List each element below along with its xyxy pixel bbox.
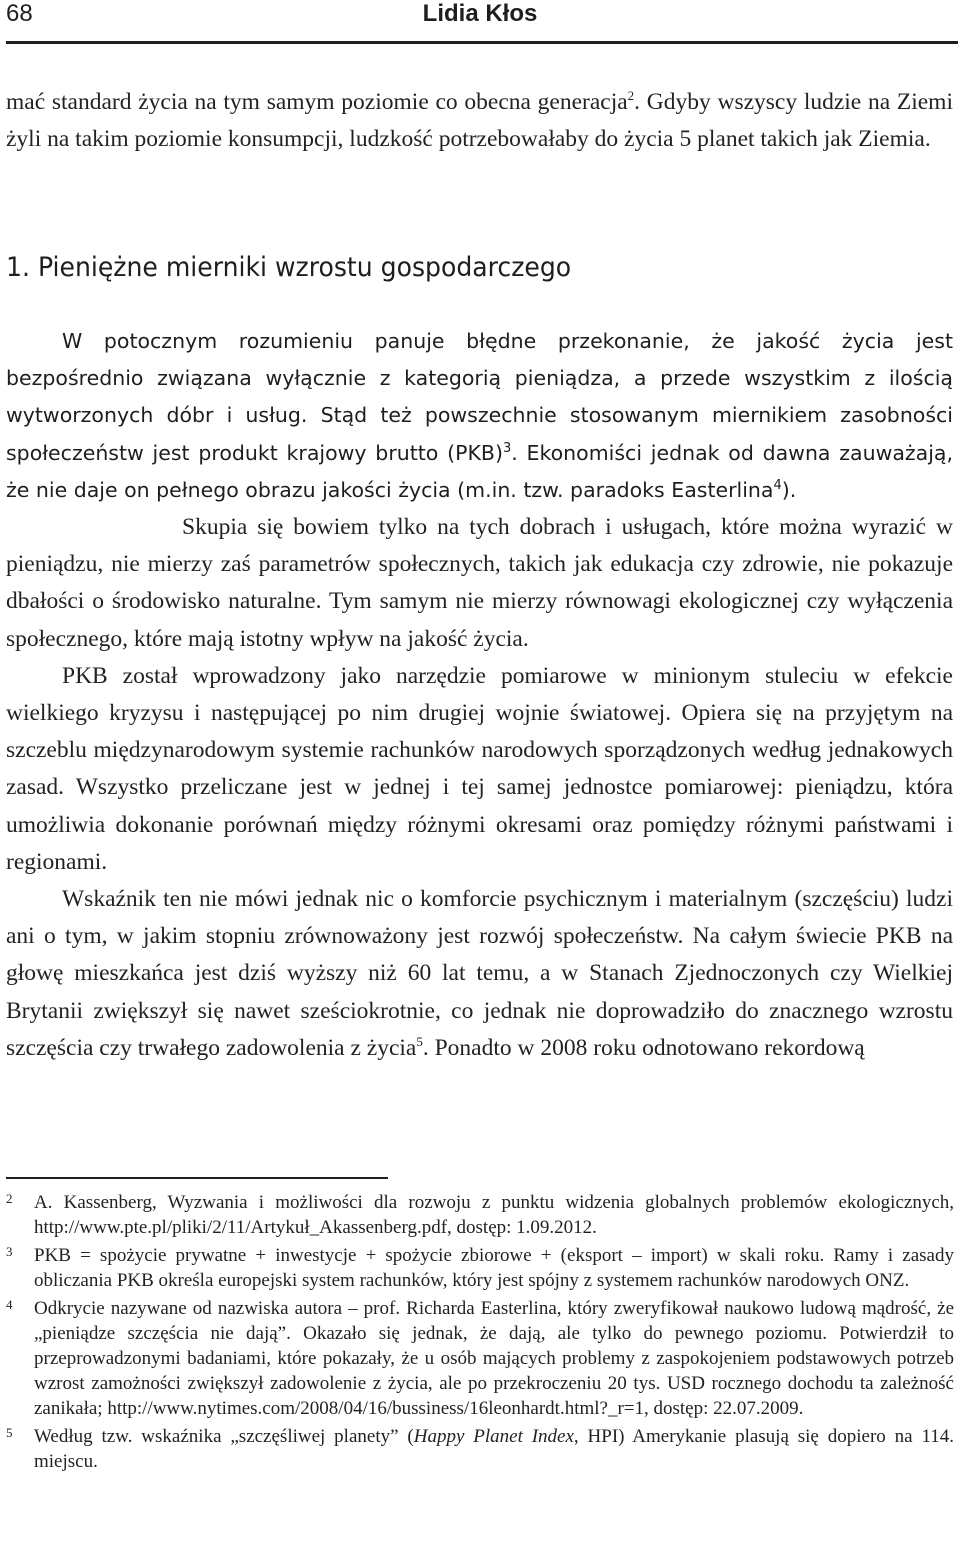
happy-planet-index-title: Happy Planet Index — [413, 1426, 574, 1447]
footnote-number: 3 — [6, 1244, 13, 1259]
p1-text: ). — [781, 477, 797, 502]
footnote-number: 4 — [6, 1297, 13, 1312]
paragraph-3 — [6, 881, 953, 1067]
serif-paragraphs — [6, 509, 953, 1067]
footnote-5 — [0, 1424, 960, 1474]
footnote-text: Odkrycie nazywane od nazwiska autora – prof. Richarda Easterlina, który zweryfikował naukowo ludową mądrość, że „pieniądze szczęścia nie dają”. Okazało się jednak, że dają, ale tylko do pewnego poziomu. Potwierdził to przeprowadzonymi badaniami, które pokazały, że u osób mających problemy z zaspokojeniem podstawowych potrzeb wzrost zamożności zwiększył zadowolenie z życia, ale po przekroczeniu 20 tys. USD rocznego dochodu ta zależność zanikała; http://www.nytimes.com/2008/04/16/bussiness/16leonhardt.html?_r=1, dostęp: 22.07.2009. — [34, 1298, 954, 1419]
header-rule — [6, 41, 958, 44]
paragraph-1-sans — [6, 323, 953, 509]
footnote-text-part: Według tzw. wskaźnika „szczęśliwej planety” ( — [34, 1426, 414, 1447]
footnotes — [0, 1190, 960, 1477]
intro-text — [6, 84, 953, 158]
footnote-rule — [6, 1177, 388, 1179]
page-number: 68 — [6, 0, 33, 27]
paragraph-2: PKB został wprowadzony jako narzędzie pomiarowe w minionym stuleciu w efekcie wielkiego kryzysu i następującej po nim drugiej wojnie światowej. Opiera się na przyjętym na szczeblu międzynarodowym systemie rachunków narodowych sporządzonych według jednakowych zasad. Wszystko przeliczane jest w jednej i tej samej jednostce pomiarowej: pieniądzu, która umożliwia dokonanie porównań między różnymi okresami oraz pomiędzy różnymi państwami i regionami. — [6, 662, 953, 875]
running-head-author: Lidia Kłos — [422, 0, 538, 27]
p1-text: . Ekonomiści jednak od dawna zauważają, że nie daje on pełnego obrazu jakości życia (m.in. tzw. paradoks Easterlina — [6, 440, 953, 502]
paragraph-1-tail — [6, 509, 953, 658]
intro-text-part: mać standard życia na tym samym poziomie co obecna generacja — [6, 89, 628, 115]
footnote-number: 5 — [6, 1425, 13, 1440]
footnote-3 — [0, 1243, 960, 1293]
p1-tail-text: Skupia się bowiem tylko na tych dobrach i usługach, które można wyrazić w pieniądzu, nie mierzy zaś parametrów społecznych, takich jak edukacja czy zdrowie, nie pokazuje dbałości o środowisko naturalne. Tym samym nie mierzy równowagi ekologicznej czy wyłączenia społecznego, które mają istotny wpływ na jakość życia. — [6, 514, 953, 652]
footnote-text — [34, 1426, 954, 1472]
footnote-number: 2 — [6, 1191, 13, 1206]
p3-text: . Ponadto w 2008 roku odnotowano rekordową — [422, 1034, 865, 1061]
footnote-4 — [0, 1296, 960, 1421]
footnote-ref-5[interactable]: 5 — [416, 1034, 423, 1050]
intro-text-part: . Gdyby wszyscy ludzie na Ziemi żyli na takim poziomie konsumpcji, ludzkość potrzebowałaby do życia 5 planet takich jak Ziemia. — [6, 89, 953, 153]
p1-text: W potocznym rozumieniu panuje błędne przekonanie, że jakość życia jest bezpośrednio związana wyłącznie z kategorią pieniądza, a przede wszystkim z ilością wytworzonych dóbr i usług. Stąd też powszechnie stosowanym miernikiem zasobności społeczeństw jest produkt krajowy brutto (PKB) — [6, 329, 953, 465]
footnote-text: A. Kassenberg, Wyzwania i możliwości dla rozwoju z punktu widzenia globalnych problemów ekologicznych, http://www.pte.pl/pliki/2/11/Artykuł_Akassenberg.pdf, dostęp: 1.09.2012. — [34, 1192, 954, 1238]
p3-text: Wskaźnik ten nie mówi jednak nic o komforcie psychicznym i materialnym (szczęściu) ludzi ani o tym, w jakim stopniu zrównoważony jest rozwój społeczeństw. Na całym świecie PKB na głowę mieszkańca jest dziś wyższy niż 60 lat temu, a w Stanach Zjednoczonych czy Wielkiej Brytanii zwiększył się nawet sześciokrotnie, co jednak nie doprowadziło do znacznego wzrostu szczęścia czy trwałego zadowolenia z życia — [6, 886, 953, 1061]
page-header — [0, 0, 960, 44]
footnote-2 — [0, 1190, 960, 1240]
footnote-ref-3[interactable]: 3 — [502, 440, 512, 456]
intro-paragraph — [6, 84, 953, 158]
section-heading: 1. Pieniężne mierniki wzrostu gospodarczego — [6, 252, 572, 283]
footnote-ref-2[interactable]: 2 — [627, 88, 635, 104]
footnote-ref-4[interactable]: 4 — [773, 477, 782, 493]
footnote-text: PKB = spożycie prywatne + inwestycje + spożycie zbiorowe + (eksport – import) w skali roku. Ramy i zasady obliczania PKB określa europejski system rachunków, który jest spójny z systemem rachunków narodowych ONZ. — [34, 1245, 954, 1291]
footnote-text-part: , HPI) Amerykanie plasują się dopiero na 114. miejscu. — [34, 1426, 954, 1472]
